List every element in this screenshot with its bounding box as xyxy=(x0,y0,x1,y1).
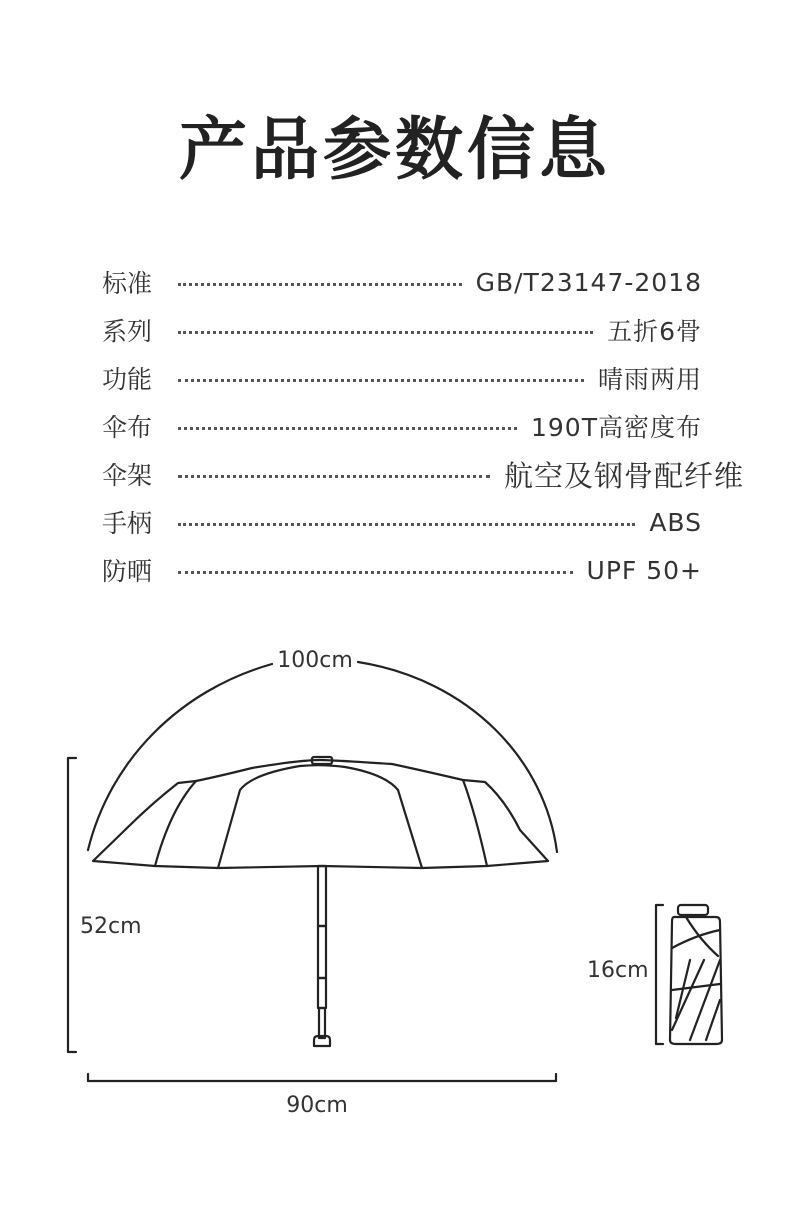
spec-label: 伞布 xyxy=(102,413,153,442)
open-height-label: 52cm xyxy=(80,914,142,939)
spec-value: ABS xyxy=(649,507,702,537)
spec-value: 晴雨两用 xyxy=(597,365,702,394)
spec-value: UPF 50+ xyxy=(586,555,702,585)
spec-value: 五折6骨 xyxy=(607,317,702,346)
span-arc xyxy=(88,664,272,850)
spec-label: 手柄 xyxy=(102,509,153,538)
folded-height-bracket xyxy=(656,905,663,1044)
spec-label: 伞架 xyxy=(102,461,153,490)
spec-value: 190T高密度布 xyxy=(531,413,702,442)
folded-umbrella-icon xyxy=(670,905,722,1044)
spec-label: 功能 xyxy=(102,365,153,394)
open-width-label: 90cm xyxy=(286,1093,348,1118)
folded-length-label: 16cm xyxy=(587,958,649,983)
spec-value: 航空及钢骨配纤维 xyxy=(503,458,744,493)
spec-label: 标准 xyxy=(102,269,153,298)
height-bracket xyxy=(68,758,76,1052)
page-title: 产品参数信息 xyxy=(178,111,611,190)
width-bracket xyxy=(88,1074,556,1081)
spec-value: GB/T23147-2018 xyxy=(475,267,702,297)
span-arc xyxy=(358,662,557,852)
open-umbrella-icon xyxy=(93,757,548,1046)
open-span-label: 100cm xyxy=(277,648,353,673)
spec-label: 系列 xyxy=(102,317,153,346)
spec-label: 防晒 xyxy=(102,557,153,586)
